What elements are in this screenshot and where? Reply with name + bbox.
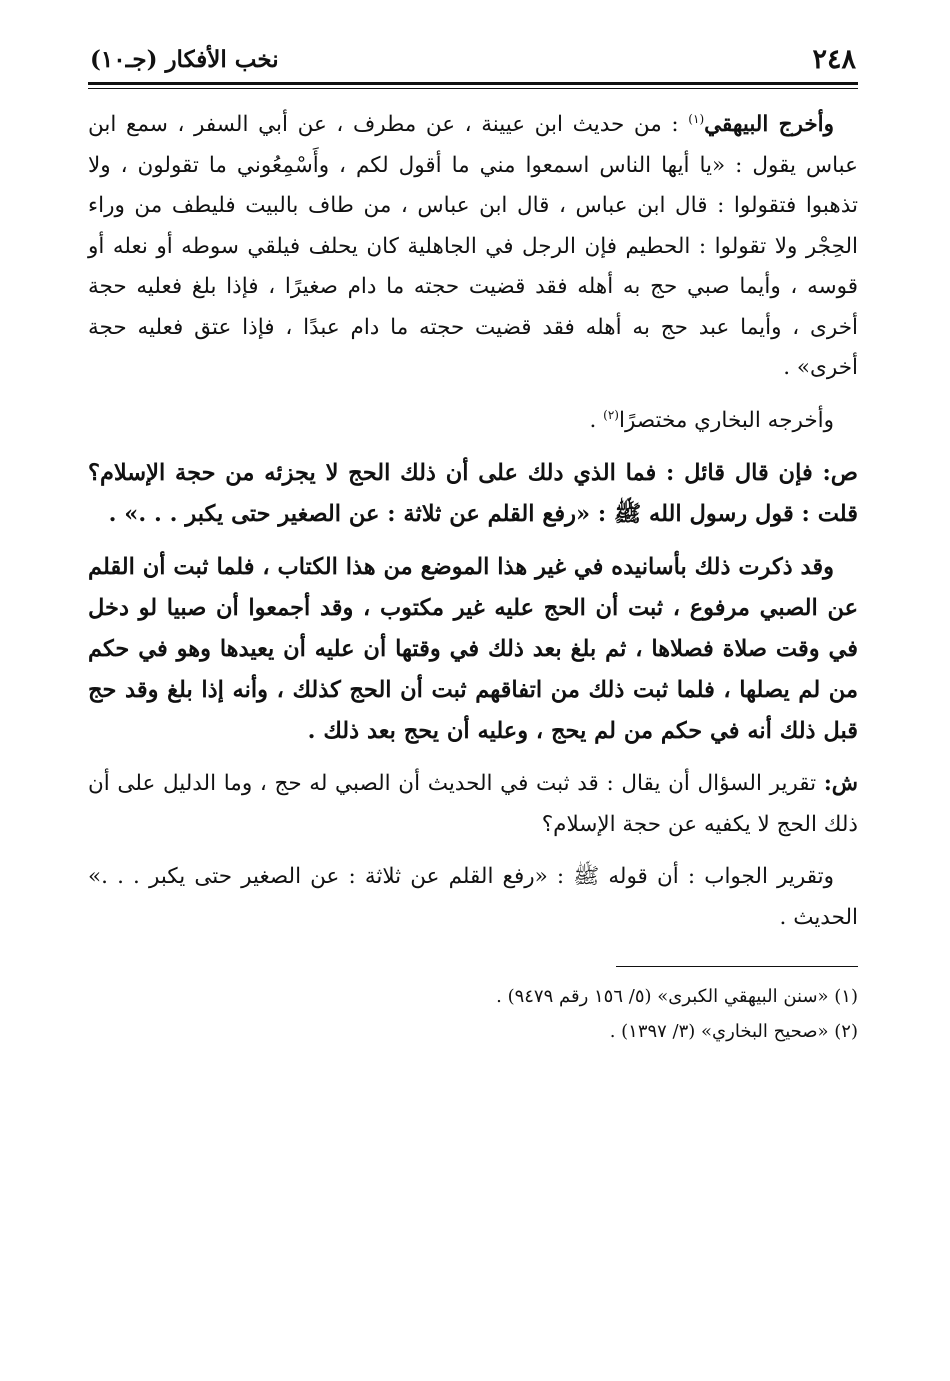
paragraph-bayhaqi-narration [88,105,858,389]
paragraph-text: : من حديث ابن عيينة ، عن مطرف ، عن أبي السفر ، سمع ابن عباس يقول : «يا أيها الناس اسمعوا مني ما أقول لكم ، وأَسْمِعُوني ما تقولون ، ولا تذهبوا فتقولوا : قال ابن عباس ، قال ابن عباس ، من طاف بالبيت فليطف من وراء الحِجْر ولا تقولوا : الحطيم فإن الرجل في الجاهلية كان يحلف فيلقي سوطه أو نعله أو قوسه ، وأيما صبي حج به أهله فقد قضيت حجته ما دام صغيرًا ، فإذا بلغ فعليه حجة أخرى ، وأيما عبد حج به أهله فقد قضيت حجته ما دام عبدًا ، فإذا عتق فعليه حجة أخرى» . [88,112,858,380]
paragraph-text: وتقرير الجواب : أن قوله ﷺ : «رفع القلم عن ثلاثة : عن الصغير حتى يكبر . . .» الحديث . [88,864,858,930]
paragraph-matn-continuation [88,547,858,752]
footnote-item: (٢) «صحيح البخاري» (٣/ ١٣٩٧) . [609,1021,858,1042]
paragraph-bukhari-note [88,401,858,442]
paragraph-lead: وأخرجه البخاري مختصرًا [618,407,834,433]
paragraph-text: . [589,407,604,433]
paragraph-shin-commentary [88,764,858,845]
book-page [88,36,858,1049]
running-title: نخب الأفكار (جـ١٠) [90,46,279,73]
page-header [88,36,858,82]
paragraph-text: تقرير السؤال أن يقال : قد ثبت في الحديث أن الصبي له حج ، وما الدليل على أن ذلك الحج لا يكفيه عن حجة الإسلام؟ [88,771,858,837]
page-number: ٢٤٨ [812,44,856,75]
paragraph-text: فإن قال قائل : فما الذي دلك على أن ذلك الحج لا يجزئه من حجة الإسلام؟ قلت : قول رسول الله ﷺ : «رفع القلم عن ثلاثة : عن الصغير حتى يكبر . . .» . [88,460,858,527]
footnotes [88,979,858,1049]
footnote-ref: (٢) [603,407,619,422]
paragraph-answer [88,857,858,938]
paragraph-text: وقد ذكرت ذلك بأسانيده في غير هذا الموضع من هذا الكتاب ، فلما ثبت أن القلم عن الصبي مرفوع ، ثبت أن الحج عليه غير مكتوب ، وقد أجمعوا أن صبيا لو دخل في وقت صلاة فصلاها ، ثم بلغ بعد ذلك في وقتها أن عليه أن يعيدها وهو في حكم من لم يصلها ، فلما ثبت ذلك من اتفاقهم ثبت أن الحج كذلك ، وأنه إذا بلغ وقد حج قبل ذلك أنه في حكم من لم يحج ، وعليه أن يحج بعد ذلك . [88,554,858,744]
footnote-separator [616,966,858,967]
paragraph-sad-matn [88,453,858,535]
footnote-ref: (١) [688,111,705,126]
paragraph-lead: ص: [822,460,858,486]
header-rule-thin [88,88,858,89]
page-body [88,105,858,938]
header-rule [88,82,858,85]
footnote-item: (١) «سنن البيهقي الكبرى» (٥/ ١٥٦ رقم ٩٤٧٩) . [496,986,858,1007]
paragraph-lead: ش: [823,771,858,796]
paragraph-lead: وأخرج البيهقي [704,112,834,137]
